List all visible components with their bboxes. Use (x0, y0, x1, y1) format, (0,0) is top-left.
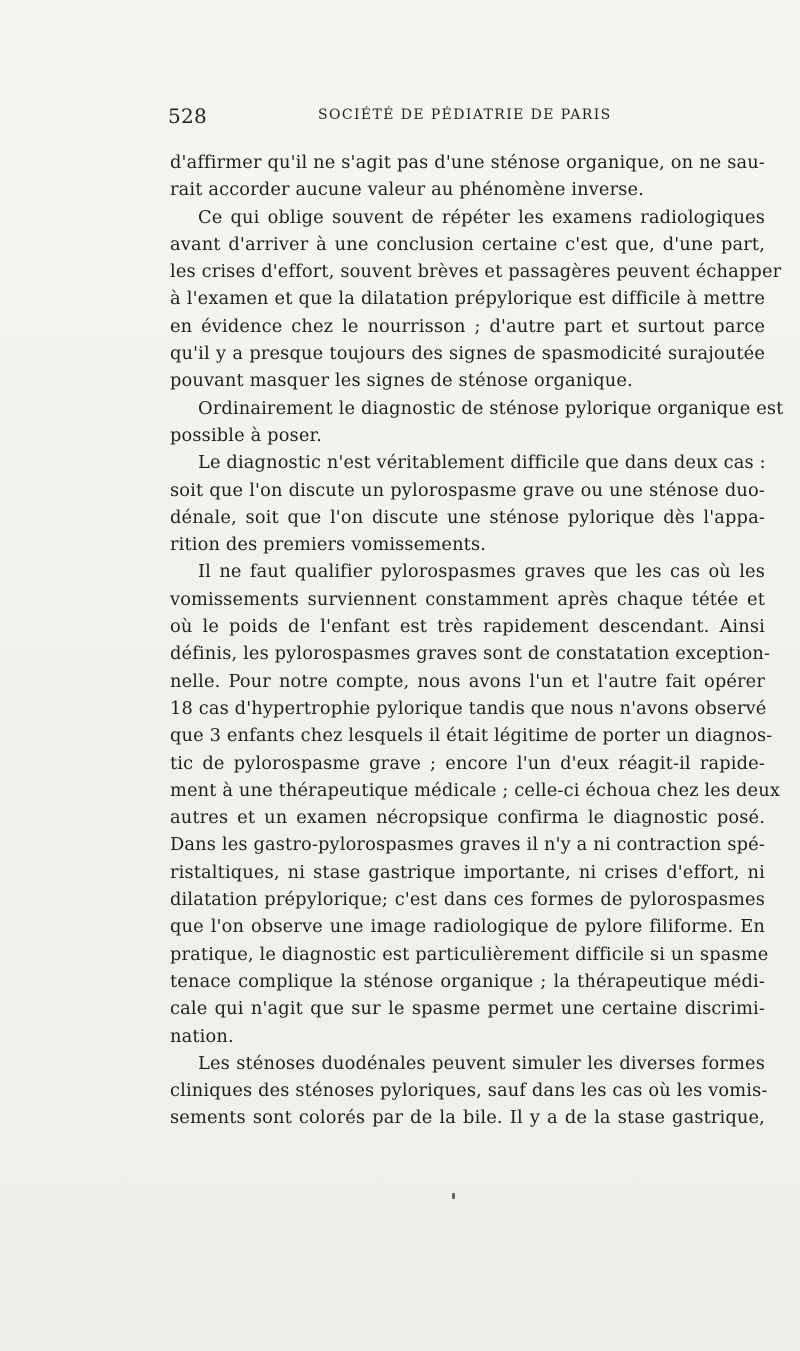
text-line: ristaltiques, ni stase gastrique importante, ni crises d'effort, ni (170, 861, 765, 883)
paragraph-first-line: Il ne faut qualifier pylorospasmes graves que les cas où les (198, 561, 765, 583)
text-line: avant d'arriver à une conclusion certaine c'est que, d'une part, (170, 233, 765, 255)
paragraph-first-line: Ce qui oblige souvent de répéter les examens radiologiques (198, 206, 765, 228)
text-line: pratique, le diagnostic est particulièrement difficile si un spasme (170, 943, 769, 965)
running-title: SOCIÉTÉ DE PÉDIATRIE DE PARIS (318, 107, 612, 123)
text-line: que l'on observe une image radiologique de pylore filiforme. En (170, 916, 765, 938)
text-line: à l'examen et que la dilatation prépylorique est difficile à mettre (170, 288, 765, 310)
paragraph-first-line: Les sténoses duodénales peuvent simuler les diverses formes (198, 1052, 765, 1074)
text-line: pouvant masquer les signes de sténose organique. (170, 370, 633, 392)
text-line: nation. (170, 1025, 234, 1047)
page-number: 528 (168, 104, 208, 128)
paragraph-first-line: Ordinairement le diagnostic de sténose pylorique organique est (198, 397, 784, 419)
text-line: soit que l'on discute un pylorospasme grave ou une sténose duo- (170, 479, 765, 501)
text-line: où le poids de l'enfant est très rapidement descendant. Ainsi (170, 616, 765, 638)
ink-speck (452, 1193, 455, 1199)
text-line: autres et un examen nécropsique confirma le diagnostic posé. (170, 807, 765, 829)
text-line: les crises d'effort, souvent brèves et passagères peuvent échapper (170, 261, 782, 283)
text-line: que 3 enfants chez lesquels il était légitime de porter un diagnos- (170, 725, 773, 747)
text-line: rition des premiers vomissements. (170, 534, 487, 556)
text-line: d'affirmer qu'il ne s'agit pas d'une sténose organique, on ne sau- (170, 152, 765, 173)
text-line: ment à une thérapeutique médicale ; celle-ci échoua chez les deux (170, 779, 781, 801)
text-line: Dans les gastro-pylorospasmes graves il n'y a ni contraction spé- (170, 834, 765, 856)
text-line: en évidence chez le nourrisson ; d'autre part et surtout parce (170, 315, 765, 337)
text-line: nelle. Pour notre compte, nous avons l'un et l'autre fait opérer (170, 670, 765, 692)
text-line: dilatation prépylorique; c'est dans ces formes de pylorospasmes (170, 889, 765, 911)
text-line: cale qui n'agit que sur le spasme permet une certaine discrimi- (170, 998, 765, 1020)
text-line: tic de pylorospasme grave ; encore l'un d'eux réagit-il rapide- (170, 752, 765, 774)
text-line: tenace complique la sténose organique ; la thérapeutique médi- (170, 970, 765, 992)
text-line: cliniques des sténoses pyloriques, sauf dans les cas où les vomis- (170, 1080, 768, 1102)
text-line: qu'il y a presque toujours des signes de spasmodicité surajoutée (170, 343, 765, 365)
text-line: sements sont colorés par de la bile. Il y a de la stase gastrique, (170, 1107, 765, 1129)
text-line: 18 cas d'hypertrophie pylorique tandis que nous n'avons observé (170, 697, 767, 719)
body-text (170, 149, 784, 1132)
text-line: possible à poser. (170, 424, 323, 446)
paragraph-first-line: Le diagnostic n'est véritablement difficile que dans deux cas : (198, 452, 766, 474)
text-line: définis, les pylorospasmes graves sont de constatation exception- (170, 643, 771, 665)
text-line: vomissements surviennent constamment après chaque tétée et (170, 588, 765, 610)
text-line: rait accorder aucune valeur au phénomène inverse. (170, 179, 645, 201)
text-line: dénale, soit que l'on discute une sténose pylorique dès l'appa- (170, 506, 765, 528)
page-header (168, 104, 628, 134)
